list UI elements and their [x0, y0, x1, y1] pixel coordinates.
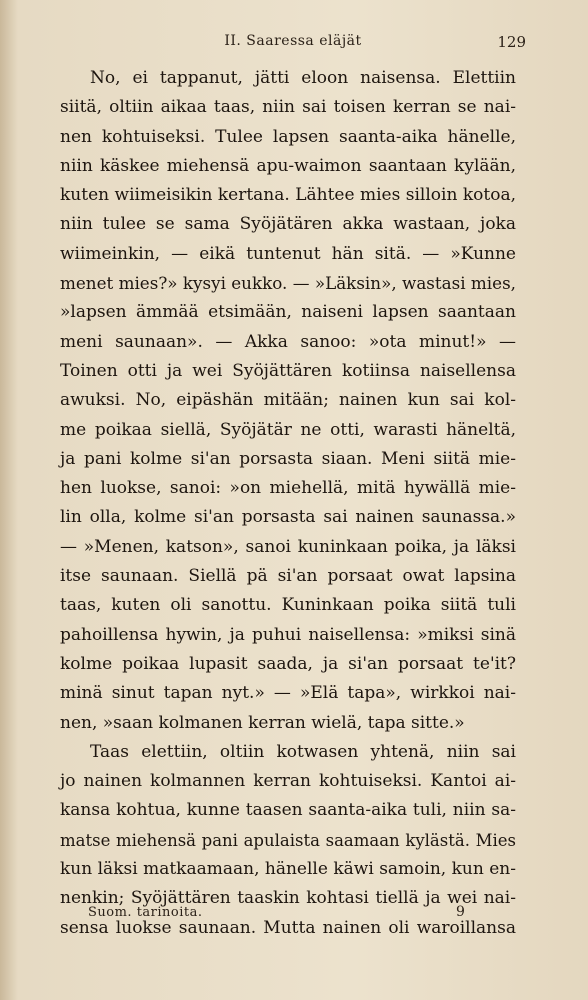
- text-line: »lapsen ämmää etsimään, naiseni lapsen saantaan: [60, 302, 516, 323]
- text-line: sensa luokse saunaan. Mutta nainen oli waroillansa: [60, 917, 516, 938]
- signature-mark: Suom. tarinoita.: [88, 905, 203, 920]
- text-line: kansa kohtua, kunne taasen saanta-aika tuli, niin sa-: [60, 800, 516, 821]
- page-footer: [60, 905, 526, 925]
- text-line: kun läksi matkaamaan, hänelle käwi samoin, kun en-: [60, 859, 516, 880]
- text-line: Taas elettiin, oltiin kotwasen yhtenä, niin sai: [90, 741, 516, 762]
- text-line: ja pani kolme si'an porsasta siaan. Meni siitä mie-: [60, 448, 516, 469]
- text-line: awuksi. No, eipäshän mitään; nainen kun sai kol-: [60, 390, 516, 411]
- text-line: nenkin; Syöjättären taaskin kohtasi tiellä ja wei nai-: [60, 888, 516, 909]
- text-line: meni saunaan». — Akka sanoo: »ota minut!» —: [60, 331, 516, 352]
- body-text: [60, 64, 516, 943]
- sheet-number: 9: [456, 904, 465, 920]
- text-line: itse saunaan. Siellä pä si'an porsaat owat lapsina: [60, 566, 516, 587]
- text-line: hen luokse, sanoi: »on miehellä, mitä hywällä mie-: [60, 478, 516, 499]
- text-line: nen, »saan kolmanen kerran wielä, tapa sitte.»: [60, 712, 465, 733]
- text-line: nen kohtuiseksi. Tulee lapsen saanta-aika hänelle,: [60, 126, 516, 147]
- text-line: Toinen otti ja wei Syöjättären kotiinsa naisellensa: [60, 360, 516, 381]
- text-line: siitä, oltiin aikaa taas, niin sai toisen kerran se nai-: [60, 97, 516, 118]
- text-line: — »Menen, katson», sanoi kuninkaan poika, ja läksi: [60, 536, 516, 557]
- text-line: menet mies?» kysyi eukko. — »Läksin», wastasi mies,: [60, 273, 516, 294]
- running-head: II. Saaressa eläjät: [224, 33, 362, 49]
- page-header: [60, 33, 526, 53]
- text-line: wiimeinkin, — eikä tuntenut hän sitä. — »Kunne: [60, 243, 516, 264]
- text-line: No, ei tappanut, jätti eloon naisensa. Elettiin: [90, 68, 516, 88]
- text-line: niin tulee se sama Syöjätären akka wastaan, joka: [60, 214, 516, 235]
- text-line: minä sinut tapan nyt.» — »Elä tapa», wirkkoi nai-: [60, 683, 516, 704]
- text-line: taas, kuten oli sanottu. Kuninkaan poika siitä tuli: [60, 595, 516, 616]
- text-line: matse miehensä pani apulaista saamaan kylästä. Mies: [60, 830, 516, 850]
- page-number: 129: [497, 33, 526, 51]
- text-line: jo nainen kolmannen kerran kohtuiseksi. Kantoi ai-: [60, 771, 516, 792]
- text-line: me poikaa siellä, Syöjätär ne otti, warasti häneltä,: [60, 419, 516, 440]
- text-line: pahoillensa hywin, ja puhui naisellensa: »miksi sinä: [60, 624, 516, 645]
- text-line: kolme poikaa lupasit saada, ja si'an porsaat te'it?: [60, 653, 516, 674]
- text-line: lin olla, kolme si'an porsasta sai nainen saunassa.»: [60, 507, 516, 528]
- text-line: kuten wiimeisikin kertana. Lähtee mies silloin kotoa,: [60, 185, 516, 206]
- text-line: niin käskee miehensä apu-waimon saantaan kylään,: [60, 155, 516, 176]
